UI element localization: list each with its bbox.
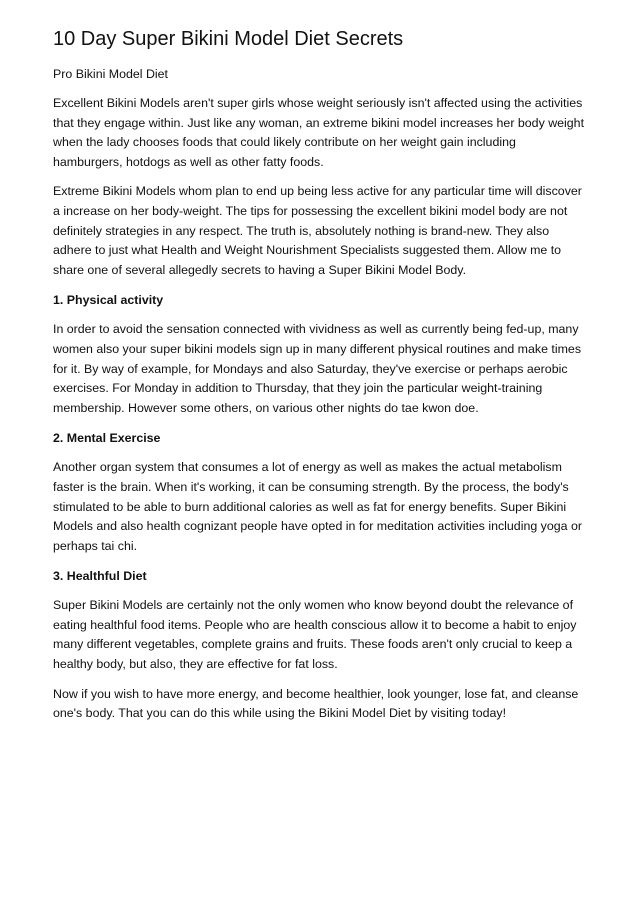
intro-paragraph-2: Extreme Bikini Models whom plan to end up being less active for any particular time will discover a increase on her body-weight. The tips for possessing the excellent bikini model body are not definitely strategies in any respect. The truth is, absolutely nothing is brand-new. They also adhere to just what Health and Weight Nourishment Specialists suggested them. Allow me to share one of several allegedly secrets to having a Super Bikini Model Body. — [53, 184, 582, 277]
section-heading-mental-exercise: 2. Mental Exercise — [53, 431, 161, 446]
section-paragraph-physical-activity: In order to avoid the sensation connected with vividness as well as currently being fed-up, many women also your super bikini models sign up in many different physical routines and make times for it. By way of example, for Mondays and also Saturday, they've exercise or perhaps aerobic exercises. For Monday in addition to Thursday, that they join the particular weight-training membership. However some others, on various other nights do tae kwon doe. — [53, 322, 582, 415]
page-title: 10 Day Super Bikini Model Diet Secrets — [53, 28, 404, 50]
section-heading-healthful-diet: 3. Healthful Diet — [53, 569, 147, 584]
closing-paragraph: Now if you wish to have more energy, and become healthier, look younger, lose fat, and cleanse one's body. That you can do this while using the Bikini Model Diet by visiting today! — [53, 686, 579, 721]
section-paragraph-healthful-diet: Super Bikini Models are certainly not the only women who know beyond doubt the relevance of eating healthful food items. People who are health conscious allow it to become a habit to enjoy many different vegetables, complete grains and fruits. These foods aren't only crucial to keep a healthy body, but also, they are effective for fat loss. — [53, 598, 577, 672]
section-paragraph-mental-exercise: Another organ system that consumes a lot of energy as well as makes the actual metabolism faster is the brain. When it's working, it can be consuming strength. By the process, the body's stimulated to be able to burn additional calories as well as fat for energy benefits. Super Bikini Models and also health cognizant people have opted in for meditation activities including yoga or perhaps tai chi. — [53, 460, 583, 553]
subtitle: Pro Bikini Model Diet — [53, 67, 169, 81]
section-heading-physical-activity: 1. Physical activity — [53, 293, 164, 308]
intro-paragraph-1: Excellent Bikini Models aren't super girls whose weight seriously isn't affected using the activities that they engage within. Just like any woman, an extreme bikini model increases her body weight when the lady chooses foods that could likely contribute on her weight gain including hamburgers, hotdogs as well as other fatty foods. — [53, 96, 585, 169]
